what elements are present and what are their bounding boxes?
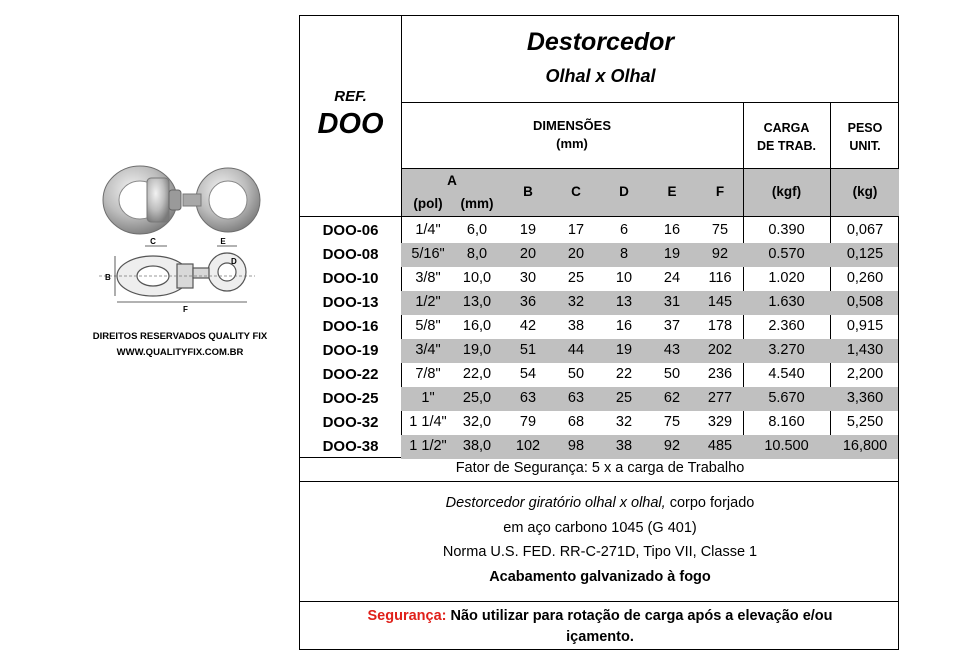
table-row	[300, 219, 898, 243]
cell-f: 178	[707, 318, 733, 334]
cell-b: 51	[519, 342, 537, 358]
cell-kg: 1,430	[846, 342, 884, 358]
cell-e: 24	[663, 270, 681, 286]
spec-table	[299, 15, 899, 650]
cell-b: 30	[519, 270, 537, 286]
cell-b: 54	[519, 366, 537, 382]
cell-pol: 1/4"	[415, 222, 441, 238]
copyright-notice	[70, 329, 290, 361]
cell-pol: 7/8"	[415, 366, 441, 382]
product-description: Destorcedor giratório olhal x olhal, corpo forjado em aço carbono 1045 (G 401) Norma U.S. FED. RR-C-271D, Tipo VII, Classe 1 Acabamento galvanizado à fogo	[442, 495, 758, 585]
row-code: DOO-25	[322, 390, 379, 407]
cell-kgf: 0.570	[768, 246, 805, 262]
row-code: DOO-32	[322, 414, 379, 431]
svg-text:D: D	[231, 257, 237, 266]
cell-d: 38	[615, 438, 633, 454]
cell-pol: 1 1/4"	[409, 414, 447, 430]
cell-b: 102	[515, 438, 541, 454]
svg-text:C: C	[150, 237, 156, 246]
cell-b: 36	[519, 294, 537, 310]
row-code: DOO-10	[322, 270, 379, 287]
cell-f: 75	[711, 222, 729, 238]
cell-mm: 16,0	[462, 318, 492, 334]
row-code: DOO-08	[322, 246, 379, 263]
cell-e: 75	[663, 414, 681, 430]
cell-d: 8	[619, 246, 629, 262]
cell-c: 98	[567, 438, 585, 454]
cell-pol: 1 1/2"	[409, 438, 447, 454]
cell-kg: 0,260	[846, 270, 884, 286]
table-row	[300, 387, 898, 411]
page-subtitle: Olhal x Olhal	[545, 66, 656, 86]
cell-f: 277	[707, 390, 733, 406]
cell-d: 19	[615, 342, 633, 358]
cell-e: 31	[663, 294, 681, 310]
cell-kgf: 0.390	[768, 222, 805, 238]
row-code: DOO-06	[322, 222, 379, 239]
cell-pol: 1"	[421, 390, 435, 406]
ref-label: REF.	[334, 88, 367, 105]
carga-header: CARGA DE TRAB.	[756, 121, 817, 153]
cell-d: 16	[615, 318, 633, 334]
cell-f: 485	[707, 438, 733, 454]
cell-e: 62	[663, 390, 681, 406]
cell-kgf: 8.160	[768, 414, 805, 430]
cell-mm: 19,0	[462, 342, 492, 358]
cell-mm: 10,0	[462, 270, 492, 286]
swivel-eye-eye-icon	[95, 150, 275, 320]
cell-mm: 6,0	[466, 222, 488, 238]
cell-f: 116	[708, 270, 732, 286]
safety-factor: Fator de Segurança: 5 x a carga de Trabalho	[455, 460, 745, 476]
cell-b: 42	[519, 318, 537, 334]
cell-pol: 5/8"	[415, 318, 441, 334]
cell-f: 236	[707, 366, 733, 382]
cell-b: 19	[519, 222, 537, 238]
cell-kg: 16,800	[842, 438, 888, 454]
cell-kgf: 3.270	[768, 342, 805, 358]
svg-text:E: E	[220, 237, 226, 246]
cell-c: 38	[567, 318, 585, 334]
row-code: DOO-22	[322, 366, 379, 383]
cell-kgf: 2.360	[768, 318, 805, 334]
cell-d: 13	[615, 294, 633, 310]
cell-e: 92	[663, 438, 681, 454]
cell-e: 16	[663, 222, 681, 238]
col-pol: (pol)	[413, 196, 443, 211]
cell-c: 20	[567, 246, 585, 262]
cell-pol: 3/8"	[415, 270, 441, 286]
cell-f: 92	[711, 246, 729, 262]
cell-c: 63	[567, 390, 585, 406]
table-row	[300, 315, 898, 339]
row-code: DOO-38	[322, 438, 379, 455]
cell-mm: 13,0	[462, 294, 492, 310]
table-row	[300, 435, 898, 459]
cell-kgf: 1.630	[768, 294, 805, 310]
table-row	[300, 291, 898, 315]
cell-kg: 5,250	[846, 414, 884, 430]
cell-pol: 3/4"	[415, 342, 441, 358]
cell-kgf: 10.500	[764, 438, 809, 454]
cell-e: 19	[663, 246, 681, 262]
col-a: A	[447, 173, 457, 188]
table-row	[300, 411, 898, 435]
cell-mm: 22,0	[462, 366, 492, 382]
cell-kgf: 1.020	[768, 270, 805, 286]
cell-kg: 2,200	[846, 366, 884, 382]
table-row	[300, 267, 898, 291]
col-kg: (kg)	[852, 184, 878, 199]
cell-mm: 8,0	[466, 246, 488, 262]
peso-header: PESO UNIT.	[847, 121, 883, 153]
cell-f: 145	[707, 294, 733, 310]
col-kgf: (kgf)	[771, 184, 802, 199]
dimensions-header: DIMENSÕES (mm)	[532, 118, 611, 151]
row-code: DOO-19	[322, 342, 379, 359]
table-row	[300, 339, 898, 363]
cell-kg: 0,125	[846, 246, 884, 262]
cell-c: 50	[567, 366, 585, 382]
cell-mm: 32,0	[462, 414, 492, 430]
cell-b: 79	[519, 414, 537, 430]
cell-kg: 3,360	[846, 390, 884, 406]
cell-kgf: 4.540	[768, 366, 805, 382]
website-line: WWW.QUALITYFIX.COM.BR	[116, 347, 244, 358]
cell-c: 68	[567, 414, 585, 430]
col-mm: (mm)	[460, 196, 494, 211]
row-code: DOO-16	[322, 318, 379, 335]
col-f: F	[715, 184, 725, 199]
cell-d: 32	[615, 414, 633, 430]
cell-d: 6	[619, 222, 629, 238]
cell-c: 17	[567, 222, 585, 238]
cell-e: 43	[663, 342, 681, 358]
table-row	[300, 363, 898, 387]
ref-code: DOO	[317, 108, 384, 140]
cell-kg: 0,915	[846, 318, 884, 334]
safety-warning: Segurança: Não utilizar para rotação de carga após a elevação e/ou içamento.	[367, 608, 833, 645]
cell-c: 44	[567, 342, 585, 358]
cell-b: 63	[519, 390, 537, 406]
cell-c: 25	[567, 270, 585, 286]
cell-pol: 1/2"	[415, 294, 441, 310]
svg-text:B: B	[105, 273, 111, 282]
cell-mm: 38,0	[462, 438, 492, 454]
cell-mm: 25,0	[462, 390, 492, 406]
cell-kg: 0,508	[846, 294, 884, 310]
cell-kg: 0,067	[846, 222, 884, 238]
col-c: C	[571, 184, 581, 199]
col-e: E	[667, 184, 677, 199]
cell-f: 202	[707, 342, 733, 358]
page-title: Destorcedor	[526, 28, 675, 56]
svg-text:F: F	[183, 305, 188, 314]
table-row	[300, 243, 898, 267]
cell-e: 37	[663, 318, 681, 334]
col-d: D	[619, 184, 629, 199]
cell-pol: 5/16"	[411, 246, 445, 262]
row-code: DOO-13	[322, 294, 379, 311]
cell-b: 20	[519, 246, 537, 262]
cell-d: 22	[615, 366, 633, 382]
cell-kgf: 5.670	[768, 390, 805, 406]
cell-d: 10	[615, 270, 633, 286]
cell-e: 50	[663, 366, 681, 382]
cell-f: 329	[707, 414, 733, 430]
cell-c: 32	[567, 294, 585, 310]
col-b: B	[523, 184, 533, 199]
cell-d: 25	[615, 390, 633, 406]
copyright-line: DIREITOS RESERVADOS QUALITY FIX	[92, 331, 268, 342]
